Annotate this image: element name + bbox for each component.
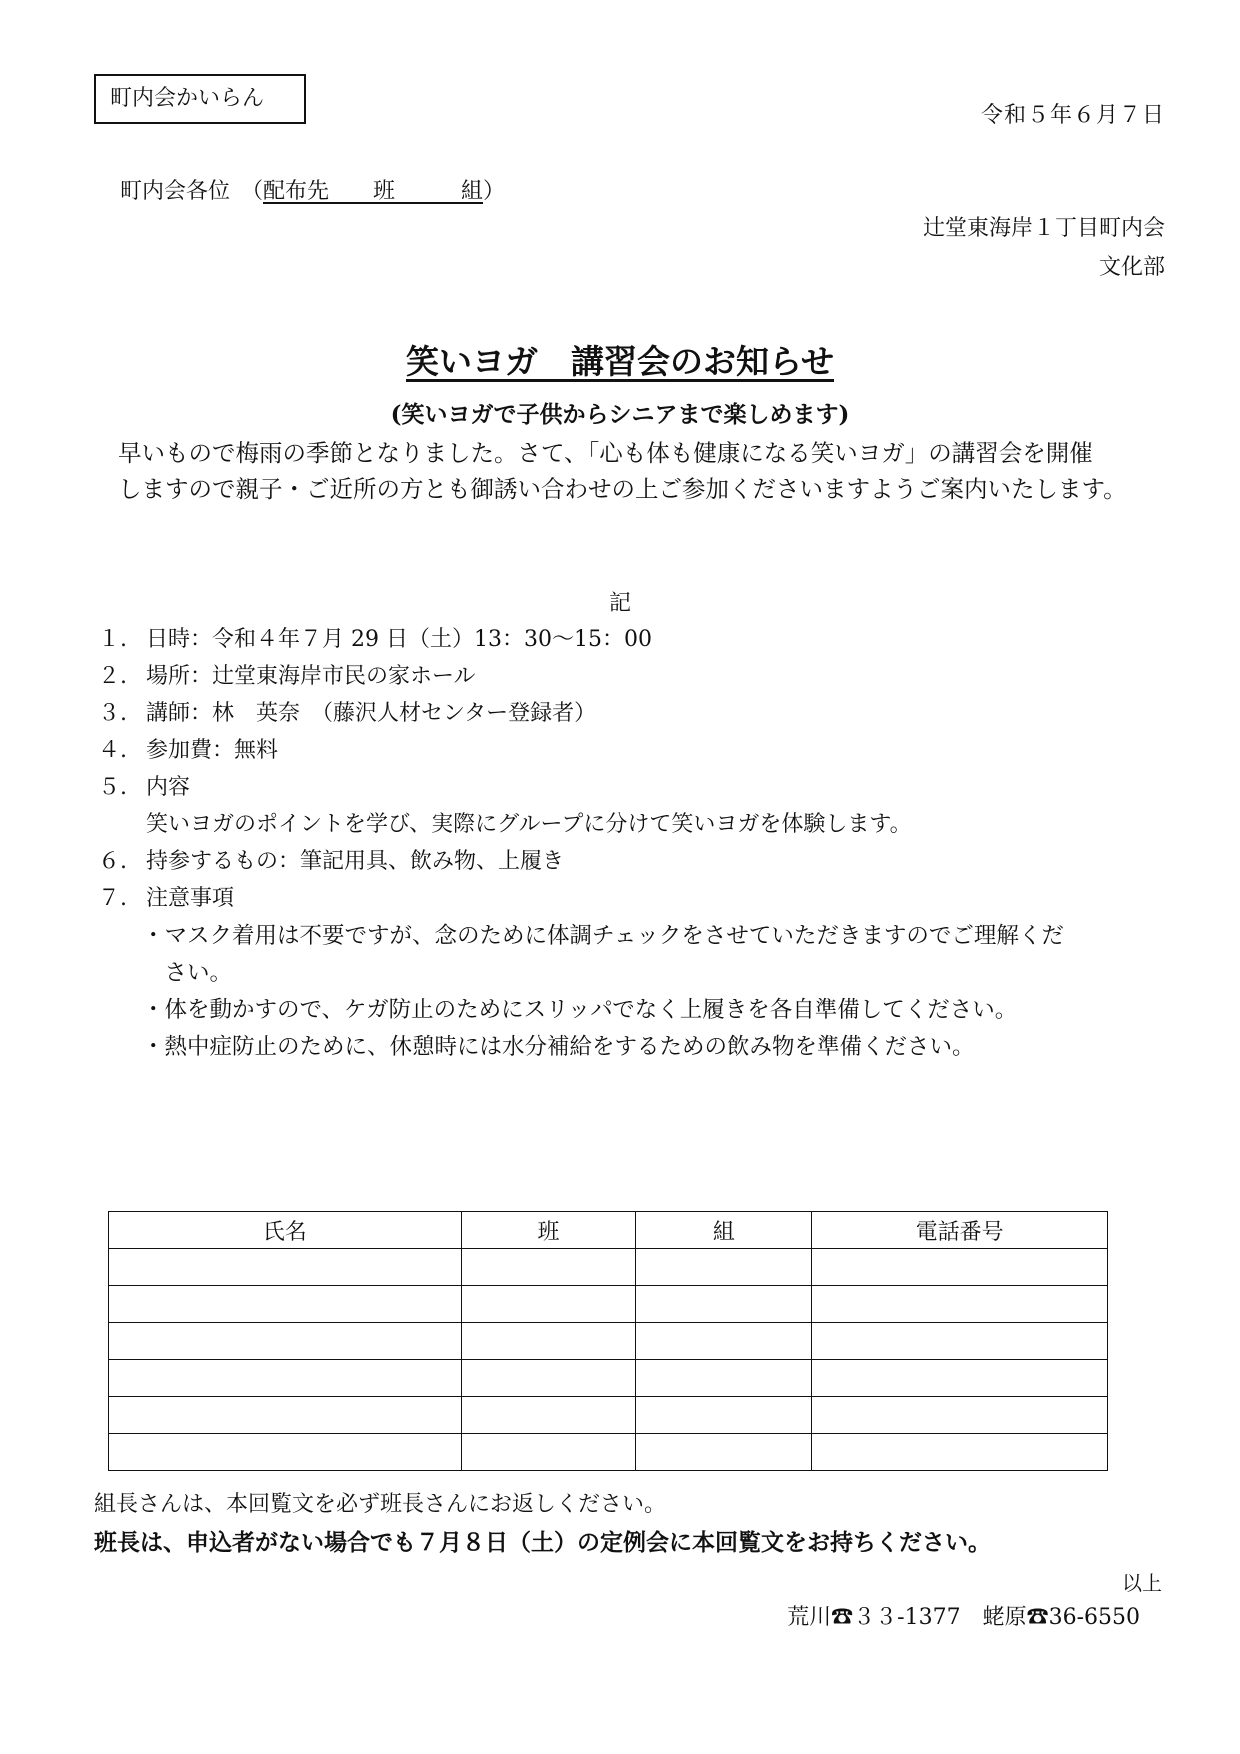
page-title: 笑いヨガ 講習会のお知らせ — [405, 342, 834, 381]
kumi-cell[interactable] — [636, 1397, 812, 1434]
footer-note-kumicho: 組長さんは、本回覧文を必ず班長さんにお返しください。 — [94, 1492, 667, 1517]
han-cell[interactable] — [461, 1323, 636, 1360]
kumi-cell[interactable] — [636, 1360, 812, 1397]
item-text: 注意事項 — [146, 886, 235, 911]
column-header-han: 班 — [461, 1212, 636, 1249]
note-line: ・マスク着用は不要ですが、念のために体調チェックをさせていただきますのでご理解くだ — [142, 923, 1064, 949]
table-row — [109, 1249, 1108, 1286]
item-text: 場所：辻堂東海岸市民の家ホール — [146, 664, 476, 689]
phone-cell[interactable] — [812, 1323, 1108, 1360]
item-instructor — [98, 696, 596, 727]
phone-cell[interactable] — [812, 1249, 1108, 1286]
table-row — [109, 1323, 1108, 1360]
name-cell[interactable] — [109, 1360, 462, 1397]
item-text: 内容 — [146, 775, 191, 800]
item-venue — [98, 659, 476, 690]
name-cell[interactable] — [109, 1249, 462, 1286]
column-header-kumi: 組 — [636, 1212, 812, 1249]
name-cell[interactable] — [109, 1286, 462, 1323]
page-subtitle: (笑いヨガで子供からシニアまで楽しめます) — [390, 401, 850, 428]
kumi-cell[interactable] — [636, 1434, 812, 1471]
signup-table — [108, 1211, 1108, 1471]
kumi-cell[interactable] — [636, 1249, 812, 1286]
note-line: ・熱中症防止のために、休憩時には水分補給をするための飲み物を準備ください。 — [142, 1034, 975, 1060]
han-cell[interactable] — [461, 1434, 636, 1471]
han-cell[interactable] — [461, 1249, 636, 1286]
table-row — [109, 1360, 1108, 1397]
han-cell[interactable] — [461, 1286, 636, 1323]
note-line: ・体を動かすので、ケガ防止のためにスリッパでなく上履きを各自準備してください。 — [142, 997, 1018, 1023]
phone-cell[interactable] — [812, 1360, 1108, 1397]
item-text: 日時：令和４年７月 29 日（土）13：30～15：00 — [146, 627, 652, 652]
table-row — [109, 1286, 1108, 1323]
note-line: さい。 — [142, 960, 233, 986]
intro-line-2: しますので親子・ご近所の方とも御誘い合わせの上ご参加くださいますようご案内いたします。 — [118, 475, 1127, 503]
item-datetime — [98, 622, 652, 653]
footer-note-hancho: 班長は、申込者がない場合でも７月８日（土）の定例会に本回覧文をお持ちください。 — [94, 1529, 991, 1556]
table-row — [109, 1397, 1108, 1434]
content-detail: 笑いヨガのポイントを学び、実際にグループに分けて笑いヨガを体験します。 — [146, 812, 912, 837]
han-cell[interactable] — [461, 1360, 636, 1397]
circulation-label: 町内会かいらん — [94, 74, 306, 124]
ki-heading: 記 — [608, 591, 631, 616]
item-text: 講師：林 英奈 （藤沢人材センター登録者） — [146, 701, 597, 726]
document-date: 令和５年６月７日 — [980, 103, 1165, 128]
name-cell[interactable] — [109, 1397, 462, 1434]
phone-cell[interactable] — [812, 1286, 1108, 1323]
table-header-row — [109, 1212, 1108, 1249]
phone-cell[interactable] — [812, 1397, 1108, 1434]
item-number: ６. — [98, 849, 127, 874]
kumi-cell[interactable] — [636, 1286, 812, 1323]
name-cell[interactable] — [109, 1434, 462, 1471]
addressee-suffix: ） — [483, 179, 506, 204]
intro-line-1: 早いもので梅雨の季節となりました。さて、「心も体も健康になる笑いヨガ」の講習会を開催 — [118, 439, 1093, 467]
column-header-name: 氏名 — [109, 1212, 462, 1249]
sender-association: 辻堂東海岸１丁目町内会 — [922, 216, 1165, 241]
item-bring — [98, 844, 564, 875]
distribution-field: 配布先 班 組 — [263, 179, 484, 204]
addressee-prefix: 町内会各位 （ — [120, 179, 264, 204]
item-number: １. — [98, 627, 127, 652]
han-cell[interactable] — [461, 1397, 636, 1434]
item-number: ７. — [98, 886, 127, 911]
addressee — [120, 174, 505, 205]
column-header-phone: 電話番号 — [812, 1212, 1108, 1249]
item-number: ４. — [98, 738, 127, 763]
item-text: 参加費：無料 — [146, 738, 279, 763]
item-number: ３. — [98, 701, 127, 726]
item-content — [98, 770, 190, 801]
name-cell[interactable] — [109, 1323, 462, 1360]
item-notes — [98, 881, 234, 912]
item-number: ５. — [98, 775, 127, 800]
phone-cell[interactable] — [812, 1434, 1108, 1471]
table-row — [109, 1434, 1108, 1471]
item-number: ２. — [98, 664, 127, 689]
sender-department: 文化部 — [1098, 255, 1165, 280]
kumi-cell[interactable] — [636, 1323, 812, 1360]
item-text: 持参するもの：筆記用具、飲み物、上履き — [146, 849, 565, 874]
contact-phones: 荒川☎３３-1377 蛯原☎36-6550 — [787, 1605, 1140, 1630]
item-fee — [98, 733, 278, 764]
closing-mark: 以上 — [1122, 1571, 1162, 1595]
